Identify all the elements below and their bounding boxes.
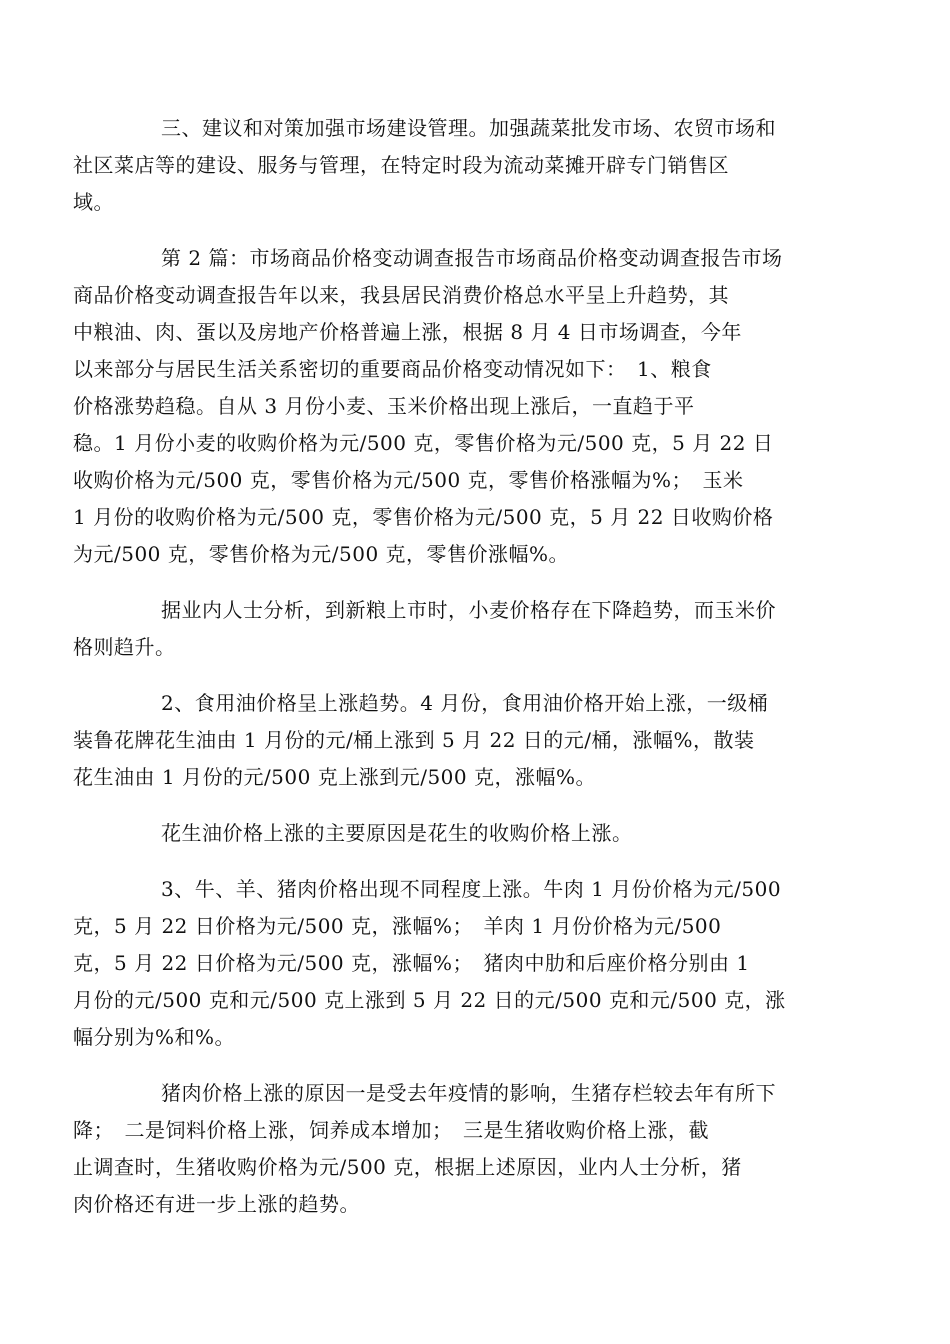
text-line: 花生油由 1 月份的元/500 克上涨到元/500 克，涨幅%。 (73, 765, 596, 789)
paragraph (73, 871, 835, 1056)
text-line: 以来部分与居民生活关系密切的重要商品价格变动情况如下： 1、粮食 (73, 357, 712, 381)
text-line: 三、建议和对策加强市场建设管理。加强蔬菜批发市场、农贸市场和 (161, 116, 776, 140)
text-line: 收购价格为元/500 克，零售价格为元/500 克，零售价格涨幅为%； 玉米 (73, 468, 744, 492)
text-line: 2、食用油价格呈上涨趋势。4 月份，食用油价格开始上涨，一级桶 (161, 691, 769, 715)
paragraph (73, 1075, 835, 1223)
text-line: 据业内人士分析，到新粮上市时，小麦价格存在下降趋势，而玉米价 (161, 598, 776, 622)
text-line: 肉价格还有进一步上涨的趋势。 (73, 1192, 360, 1216)
text-line: 社区菜店等的建设、服务与管理，在特定时段为流动菜摊开辟专门销售区 (73, 153, 729, 177)
text-line: 中粮油、肉、蛋以及房地产价格普遍上涨，根据 8 月 4 日市场调查，今年 (73, 320, 742, 344)
text-line: 克，5 月 22 日价格为元/500 克，涨幅%； 羊肉 1 月份价格为元/500 (73, 914, 722, 938)
paragraph (73, 110, 835, 221)
text-line: 花生油价格上涨的主要原因是花生的收购价格上涨。 (161, 821, 633, 845)
text-line: 止调查时，生猪收购价格为元/500 克，根据上述原因，业内人士分析，猪 (73, 1155, 742, 1179)
document-body (73, 110, 835, 1242)
text-line: 为元/500 克，零售价格为元/500 克，零售价涨幅%。 (73, 542, 570, 566)
paragraph (73, 592, 835, 666)
text-line: 域。 (73, 190, 114, 214)
text-line: 装鲁花牌花生油由 1 月份的元/桶上涨到 5 月 22 日的元/桶，涨幅%，散装 (73, 728, 755, 752)
text-line: 3、牛、羊、猪肉价格出现不同程度上涨。牛肉 1 月份价格为元/500 (161, 877, 782, 901)
paragraph (73, 240, 835, 573)
text-line: 1 月份的收购价格为元/500 克，零售价格为元/500 克，5 月 22 日收购价格 (73, 505, 774, 529)
text-line: 第 2 篇：市场商品价格变动调查报告市场商品价格变动调查报告市场 (161, 246, 783, 270)
text-line: 稳。1 月份小麦的收购价格为元/500 克，零售价格为元/500 克，5 月 22 日 (73, 431, 774, 455)
paragraph (73, 685, 835, 796)
text-line: 幅分别为%和%。 (73, 1025, 236, 1049)
text-line: 猪肉价格上涨的原因一是受去年疫情的影响，生猪存栏较去年有所下 (161, 1081, 776, 1105)
text-line: 克，5 月 22 日价格为元/500 克，涨幅%； 猪肉中肋和后座价格分别由 1 (73, 951, 750, 975)
text-line: 价格涨势趋稳。自从 3 月份小麦、玉米价格出现上涨后，一直趋于平 (73, 394, 695, 418)
text-line: 格则趋升。 (73, 635, 176, 659)
text-line: 月份的元/500 克和元/500 克上涨到 5 月 22 日的元/500 克和元/500 克，涨 (73, 988, 786, 1012)
text-line: 降； 二是饲料价格上涨，饲养成本增加； 三是生猪收购价格上涨，截 (73, 1118, 709, 1142)
text-line: 商品价格变动调查报告年以来，我县居民消费价格总水平呈上升趋势，其 (73, 283, 729, 307)
paragraph (117, 815, 835, 852)
